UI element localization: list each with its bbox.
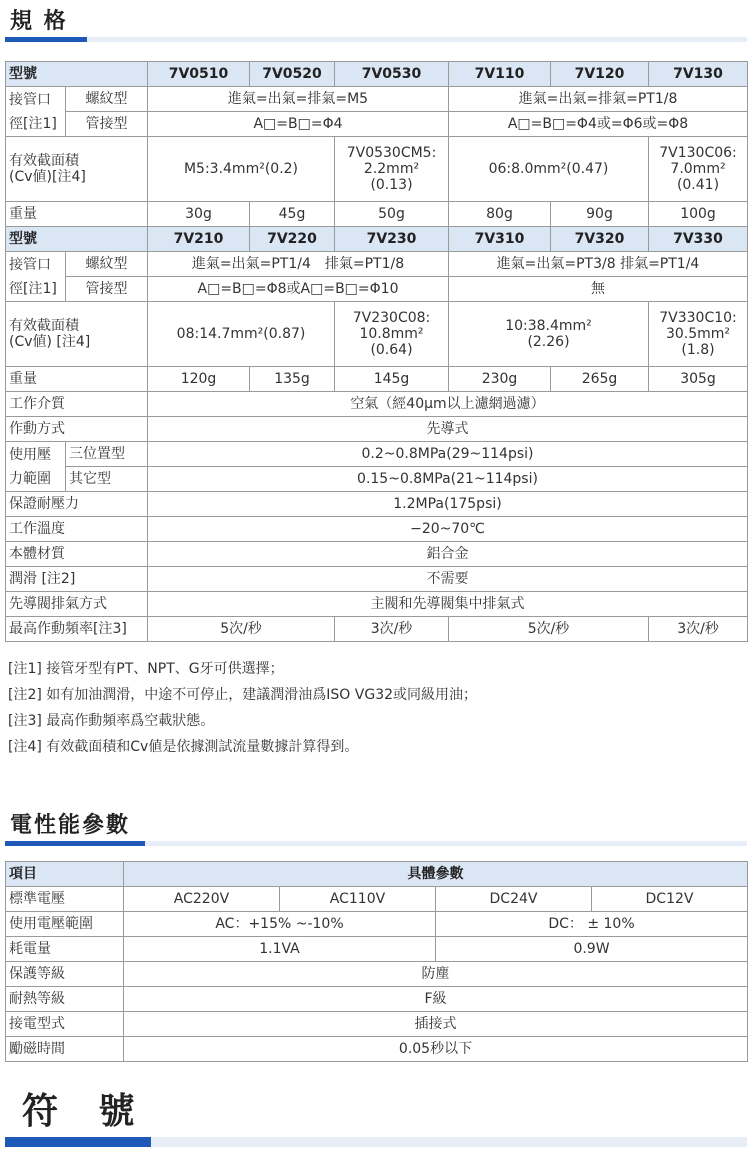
table-row — [6, 862, 748, 887]
table-row — [6, 987, 748, 1012]
model-cell: 7V310 — [449, 227, 551, 252]
proof-label: 保證耐壓力 — [6, 492, 148, 517]
table-row — [6, 417, 748, 442]
area-value: 08:14.7mm²(0.87) — [148, 302, 335, 367]
area-value: 06:8.0mm²(0.47) — [449, 137, 649, 202]
fitting-label: 管接型 — [66, 112, 148, 137]
heat-label: 耐熱等級 — [6, 987, 124, 1012]
note-line: [注3] 最高作動頻率爲空載狀態。 — [8, 713, 215, 729]
table-row — [6, 302, 748, 367]
weight-cell: 90g — [551, 202, 649, 227]
lube-value: 不需要 — [148, 567, 748, 592]
table-row — [6, 567, 748, 592]
thread-label: 螺紋型 — [66, 252, 148, 277]
area-line: 7V330C10: — [659, 309, 737, 326]
connect-label: 接電型式 — [6, 1012, 124, 1037]
model-cell: 7V0520 — [250, 62, 335, 87]
lube-label: 潤滑 [注2] — [6, 567, 148, 592]
range-label: 使用電壓範圍 — [6, 912, 124, 937]
voltage-label: 標準電壓 — [6, 887, 124, 912]
power-label: 耗電量 — [6, 937, 124, 962]
table-row — [6, 912, 748, 937]
model-cell: 7V230 — [335, 227, 449, 252]
weight-cell: 100g — [649, 202, 748, 227]
thread-label: 螺紋型 — [66, 87, 148, 112]
fitting-value: A□=B□=Φ4或=Φ6或=Φ8 — [449, 112, 748, 137]
area-value — [449, 302, 649, 367]
freq-label: 最高作動頻率[注3] — [6, 617, 148, 642]
heat-value: F級 — [124, 987, 748, 1012]
proof-value: 1.2MPa(175psi) — [148, 492, 748, 517]
area-line: (0.64) — [370, 342, 413, 359]
freq-value: 3次/秒 — [335, 617, 449, 642]
port-label — [6, 87, 66, 137]
table-row — [6, 937, 748, 962]
weight-cell: 45g — [250, 202, 335, 227]
area-label — [6, 302, 148, 367]
temp-label: 工作溫度 — [6, 517, 148, 542]
table-row — [6, 277, 748, 302]
area-value — [335, 302, 449, 367]
area-line: (1.8) — [681, 342, 715, 359]
weight-label: 重量 — [6, 367, 148, 392]
model-cell: 7V330 — [649, 227, 748, 252]
fitting-value: A□=B□=Φ8或A□=B□=Φ10 — [148, 277, 449, 302]
table-row — [6, 367, 748, 392]
model-cell: 7V320 — [551, 227, 649, 252]
model-header: 型號 — [6, 227, 148, 252]
thread-value: 進氣=出氣=排氣=PT1/8 — [449, 87, 748, 112]
weight-cell: 50g — [335, 202, 449, 227]
table-row — [6, 962, 748, 987]
action-value: 先導式 — [148, 417, 748, 442]
excite-label: 勵磁時間 — [6, 1037, 124, 1062]
weight-cell: 230g — [449, 367, 551, 392]
thread-value: 進氣=出氣=PT3/8 排氣=PT1/4 — [449, 252, 748, 277]
table-row — [6, 112, 748, 137]
area-value: M5:3.4mm²(0.2) — [148, 137, 335, 202]
freq-value: 3次/秒 — [649, 617, 748, 642]
power-dc: 0.9W — [436, 937, 748, 962]
model-cell: 7V210 — [148, 227, 250, 252]
table-row — [6, 592, 748, 617]
port-label-line: 徑[注1] — [9, 115, 57, 132]
weight-cell: 120g — [148, 367, 250, 392]
voltage-cell: AC220V — [124, 887, 280, 912]
weight-cell: 265g — [551, 367, 649, 392]
pressure-label-line: 力範圍 — [9, 470, 51, 487]
area-line: (0.41) — [676, 177, 720, 194]
electrical-section-title: 電性能參數 — [10, 813, 131, 838]
area-value — [649, 137, 748, 202]
connect-value: 插接式 — [124, 1012, 748, 1037]
port-label-line: 接管口 — [9, 256, 51, 273]
voltage-cell: DC12V — [592, 887, 748, 912]
spec-section-title: 規 格 — [10, 9, 68, 34]
table-row — [6, 442, 748, 467]
electrical-table — [5, 861, 748, 1062]
table-row — [6, 87, 748, 112]
model-cell: 7V130 — [649, 62, 748, 87]
area-label-line: 有效截面積 — [9, 317, 79, 334]
pressure-label — [6, 442, 66, 492]
table-row — [6, 392, 748, 417]
weight-label: 重量 — [6, 202, 148, 227]
param-header: 具體參數 — [124, 862, 748, 887]
model-cell: 7V220 — [250, 227, 335, 252]
port-label — [6, 252, 66, 302]
spec-table — [5, 61, 748, 642]
pressure-other-label: 其它型 — [66, 467, 148, 492]
electrical-section-bar — [5, 841, 747, 846]
freq-value: 5次/秒 — [449, 617, 649, 642]
pressure-label-line: 使用壓 — [9, 446, 51, 463]
area-line: 7V130C06: — [659, 144, 737, 161]
fitting-label: 管接型 — [66, 277, 148, 302]
fitting-value: A□=B□=Φ4 — [148, 112, 449, 137]
table-row — [6, 252, 748, 277]
model-cell: 7V120 — [551, 62, 649, 87]
area-line: (0.13) — [370, 177, 413, 194]
spec-section-bar — [5, 37, 747, 42]
model-cell: 7V110 — [449, 62, 551, 87]
weight-cell: 305g — [649, 367, 748, 392]
item-header: 項目 — [6, 862, 124, 887]
exhaust-label: 先導閥排氣方式 — [6, 592, 148, 617]
power-ac: 1.1VA — [124, 937, 436, 962]
temp-value: −20~70℃ — [148, 517, 748, 542]
table-row — [6, 202, 748, 227]
area-label-line: 有效截面積 — [9, 152, 79, 169]
pressure-three-value: 0.2~0.8MPa(29~114psi) — [148, 442, 748, 467]
symbol-section-title: 符 號 — [22, 1091, 149, 1132]
protection-value: 防塵 — [124, 962, 748, 987]
area-line: 7.0mm² — [670, 160, 726, 177]
table-row — [6, 492, 748, 517]
voltage-cell: AC110V — [280, 887, 436, 912]
table-row — [6, 467, 748, 492]
symbol-section-bar — [5, 1137, 747, 1147]
protection-label: 保護等級 — [6, 962, 124, 987]
model-cell: 7V0510 — [148, 62, 250, 87]
area-value — [335, 137, 449, 202]
note-line: [注1] 接管牙型有PT、NPT、G牙可供選擇； — [8, 661, 284, 677]
exhaust-value: 主閥和先導閥集中排氣式 — [148, 592, 748, 617]
area-line: (2.26) — [527, 334, 570, 350]
table-row — [6, 137, 748, 202]
pressure-three-label: 三位置型 — [66, 442, 148, 467]
table-row — [6, 227, 748, 252]
table-row — [6, 1012, 748, 1037]
table-row — [6, 62, 748, 87]
excite-value: 0.05秒以下 — [124, 1037, 748, 1062]
medium-value: 空氣（經40μm以上濾網過濾） — [148, 392, 748, 417]
voltage-cell: DC24V — [436, 887, 592, 912]
area-label — [6, 137, 148, 202]
area-line: 30.5mm² — [665, 325, 731, 342]
port-label-line: 徑[注1] — [9, 280, 57, 297]
area-line: 7V230C08: — [352, 309, 431, 326]
port-label-line: 接管口 — [9, 91, 51, 108]
area-label-line: (Cv値)[注4] — [9, 169, 86, 185]
weight-cell: 80g — [449, 202, 551, 227]
freq-value: 5次/秒 — [148, 617, 335, 642]
range-ac: AC：+15% ~-10% — [124, 912, 436, 937]
table-row — [6, 1037, 748, 1062]
medium-label: 工作介質 — [6, 392, 148, 417]
weight-cell: 145g — [335, 367, 449, 392]
note-line: [注2] 如有加油潤滑，中途不可停止，建議潤滑油爲ISO VG32或同級用油； — [8, 687, 478, 703]
note-line: [注4] 有效截面積和Cv値是依據測試流量數據計算得到。 — [8, 739, 359, 755]
area-value — [649, 302, 748, 367]
table-row — [6, 887, 748, 912]
material-label: 本體材質 — [6, 542, 148, 567]
area-label-line: (Cv値) [注4] — [9, 334, 91, 350]
thread-value: 進氣=出氣=排氣=M5 — [148, 87, 449, 112]
action-label: 作動方式 — [6, 417, 148, 442]
area-line: 10:38.4mm² — [505, 317, 592, 334]
model-header: 型號 — [6, 62, 148, 87]
area-line: 10.8mm² — [359, 325, 424, 342]
spec-notes — [8, 656, 743, 760]
table-row — [6, 617, 748, 642]
material-value: 鋁合金 — [148, 542, 748, 567]
model-cell: 7V0530 — [335, 62, 449, 87]
area-line: 7V0530CM5: — [346, 144, 437, 161]
weight-cell: 135g — [250, 367, 335, 392]
weight-cell: 30g — [148, 202, 250, 227]
thread-value: 進氣=出氣=PT1/4 排氣=PT1/8 — [148, 252, 449, 277]
pressure-other-value: 0.15~0.8MPa(21~114psi) — [148, 467, 748, 492]
table-row — [6, 542, 748, 567]
range-dc: DC： ± 10% — [436, 912, 748, 937]
fitting-value: 無 — [449, 277, 748, 302]
area-line: 2.2mm² — [363, 160, 420, 177]
table-row — [6, 517, 748, 542]
